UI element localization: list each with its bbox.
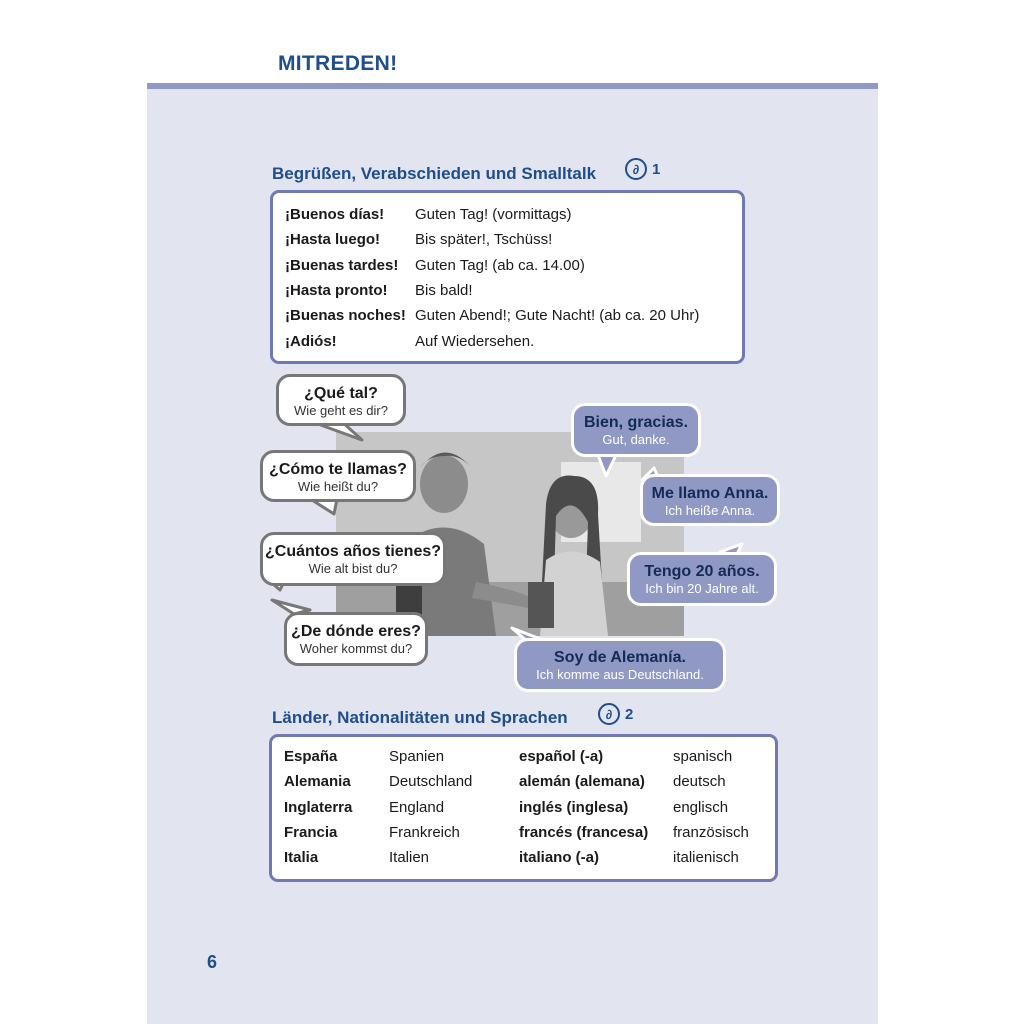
section1-title: Begrüßen, Verabschieden und Smalltalk bbox=[272, 164, 597, 183]
speech-bubble-question bbox=[260, 450, 416, 502]
speech-bubble-answer bbox=[571, 403, 701, 457]
audio-badge-2[interactable] bbox=[598, 703, 633, 725]
speech-bubble-answer bbox=[640, 474, 780, 526]
answer-translation: Gut, danke. bbox=[602, 432, 670, 447]
answer-text: Soy de Alemanía. bbox=[554, 649, 686, 666]
question-text: ¿De dónde eres? bbox=[291, 623, 421, 640]
nationality-german: deutsch bbox=[673, 773, 726, 791]
speech-bubble-answer bbox=[514, 638, 726, 692]
country-spanish: Francia bbox=[284, 824, 338, 842]
track-number: 2 bbox=[625, 705, 634, 723]
question-translation: Wie heißt du? bbox=[297, 479, 379, 494]
nationality-spanish: francés (francesa) bbox=[519, 824, 649, 842]
country-spanish: Alemania bbox=[284, 773, 351, 791]
country-german: Spanien bbox=[389, 748, 445, 766]
speech-bubble-question bbox=[276, 374, 406, 426]
speech-bubble-question bbox=[284, 612, 428, 666]
german-translation: Bis später!, Tschüss! bbox=[415, 231, 553, 249]
german-translation: Guten Tag! (ab ca. 14.00) bbox=[415, 256, 585, 274]
question-text: ¿Qué tal? bbox=[304, 385, 378, 402]
countries-table bbox=[284, 744, 749, 870]
ear-icon: ∂ bbox=[625, 158, 647, 180]
country-german: Italien bbox=[389, 849, 430, 867]
spanish-phrase: ¡Hasta luego! bbox=[285, 231, 381, 249]
country-german: Frankreich bbox=[389, 824, 460, 842]
nationality-spanish: alemán (alemana) bbox=[519, 773, 645, 791]
answer-translation: Ich bin 20 Jahre alt. bbox=[645, 581, 759, 596]
country-spanish: España bbox=[284, 748, 338, 766]
question-translation: Woher kommst du? bbox=[299, 641, 413, 656]
speech-bubble-answer bbox=[627, 552, 777, 606]
question-translation: Wie geht es dir? bbox=[294, 403, 388, 418]
country-spanish: Inglaterra bbox=[284, 798, 353, 816]
speech-bubble-question bbox=[260, 532, 446, 586]
track-number: 1 bbox=[652, 160, 661, 178]
answer-text: Tengo 20 años. bbox=[644, 563, 760, 580]
answer-text: Me llamo Anna. bbox=[651, 485, 769, 502]
table-row bbox=[284, 820, 749, 845]
question-translation: Wie alt bist du? bbox=[308, 561, 398, 576]
page-number: 6 bbox=[207, 952, 218, 972]
german-translation: Guten Abend!; Gute Nacht! (ab ca. 20 Uhr) bbox=[415, 307, 700, 325]
nationality-spanish: español (-a) bbox=[519, 748, 604, 766]
answer-translation: Ich heiße Anna. bbox=[664, 503, 756, 518]
nationality-german: spanisch bbox=[673, 748, 733, 766]
question-text: ¿Cómo te llamas? bbox=[269, 461, 407, 478]
nationality-german: französisch bbox=[673, 824, 749, 842]
answer-text: Bien, gracias. bbox=[583, 414, 689, 431]
answer-translation: Ich komme aus Deutschland. bbox=[536, 667, 704, 682]
table-row bbox=[284, 769, 749, 794]
spanish-phrase: ¡Buenos días! bbox=[285, 206, 385, 224]
page-title: MITREDEN! bbox=[278, 52, 398, 75]
german-translation: Bis bald! bbox=[415, 282, 473, 300]
spanish-phrase: ¡Hasta pronto! bbox=[285, 282, 388, 300]
table-row bbox=[284, 845, 749, 870]
question-text: ¿Cuántos años tienes? bbox=[264, 543, 442, 560]
country-german: Deutschland bbox=[389, 773, 473, 791]
ear-icon: ∂ bbox=[598, 703, 620, 725]
country-german: England bbox=[389, 798, 445, 816]
nationality-spanish: inglés (inglesa) bbox=[519, 798, 629, 816]
spanish-phrase: ¡Buenas tardes! bbox=[285, 256, 399, 274]
country-spanish: Italia bbox=[284, 849, 319, 867]
table-row bbox=[284, 744, 749, 769]
nationality-german: italienisch bbox=[673, 849, 739, 867]
section2-title: Länder, Nationalitäten und Sprachen bbox=[272, 708, 568, 727]
spanish-phrase: ¡Adiós! bbox=[285, 332, 337, 350]
german-translation: Auf Wiedersehen. bbox=[415, 332, 535, 350]
spanish-phrase: ¡Buenas noches! bbox=[285, 307, 406, 325]
table-row bbox=[284, 795, 749, 820]
german-translation: Guten Tag! (vormittags) bbox=[415, 206, 572, 224]
nationality-german: englisch bbox=[673, 798, 729, 816]
nationality-spanish: italiano (-a) bbox=[519, 849, 600, 867]
